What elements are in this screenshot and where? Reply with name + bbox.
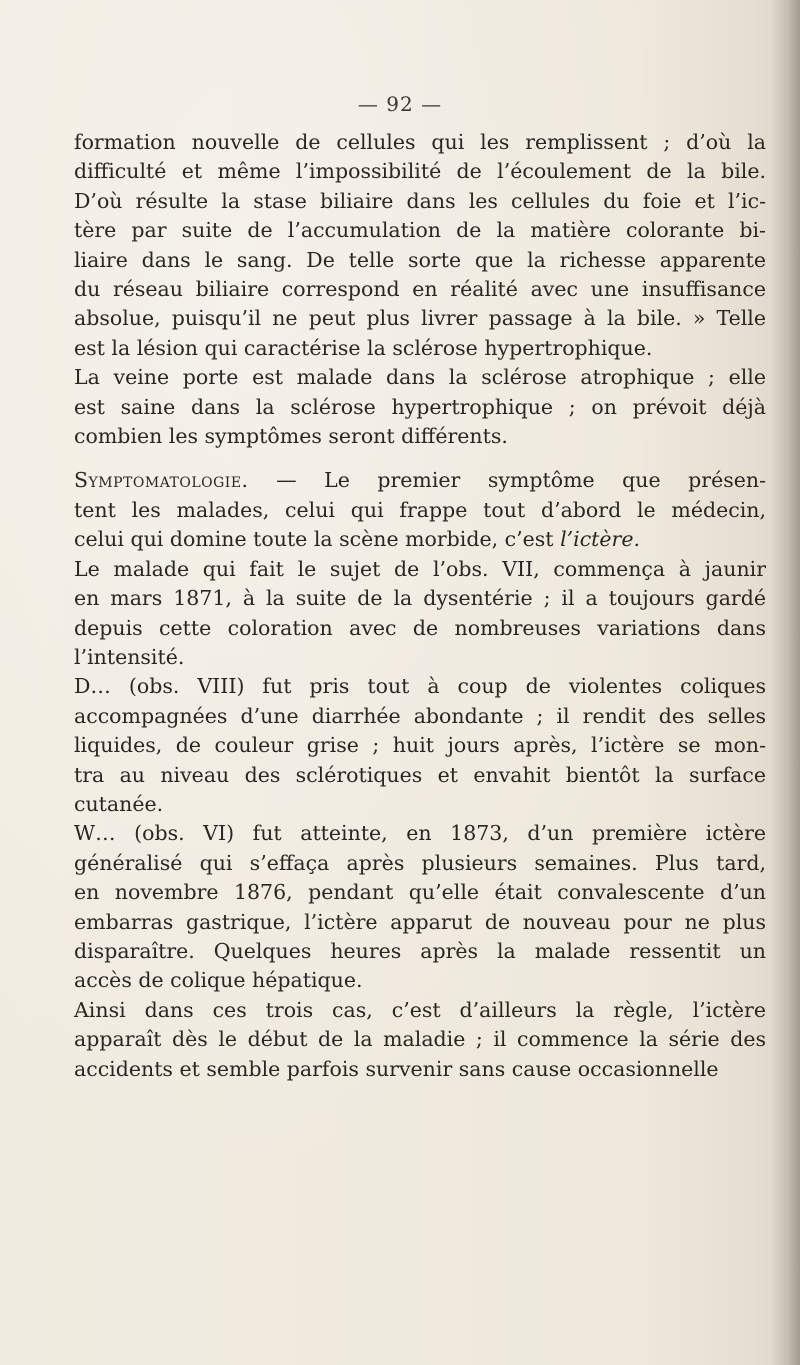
text-line: tra au niveau des sclérotiques et envahit bientôt la surface [74, 762, 766, 787]
text-line: combien les symptômes seront différents. [74, 424, 508, 449]
text-line: absolue, puisqu’il ne peut plus livrer passage à la bile. » Telle [74, 306, 766, 331]
text-line: depuis cette coloration avec de nombreuses variations dans [74, 615, 766, 640]
text-line: accompagnées d’une diarrhée abondante ; il rendit des selles [74, 703, 766, 728]
page-edge-shadow [772, 0, 800, 1365]
paragraph-5 [74, 672, 766, 819]
text-line: D… (obs. VIII) fut pris tout à coup de violentes coliques [74, 674, 766, 699]
page-number: — 92 — [357, 92, 443, 116]
text-line: La veine porte est malade dans la sclérose atrophique ; elle [74, 365, 766, 390]
text-fragment: celui qui domine toute la scène morbide, c’est [74, 527, 561, 552]
text-line: tère par suite de l’accumulation de la matière colorante bi- [74, 218, 766, 243]
paragraph-1 [74, 128, 766, 363]
paragraph-7 [74, 996, 766, 1084]
section-heading: Symptomatologie. [74, 468, 249, 493]
text-line: cutanée. [74, 791, 164, 816]
text-line [74, 525, 766, 554]
text-line: l’intensité. [74, 644, 185, 669]
text-line: liaire dans le sang. De telle sorte que la richesse apparente [74, 247, 766, 272]
text-fragment: — Le premier symptôme que présen- [248, 468, 766, 493]
section-gap [74, 451, 766, 466]
text-line: est saine dans la sclérose hypertrophique ; on prévoit déjà [74, 394, 766, 419]
text-line [74, 466, 766, 495]
emphasis-ictere: l’ictère. [560, 527, 640, 552]
paragraph-2 [74, 363, 766, 451]
text-line: disparaître. Quelques heures après la malade ressentit un [74, 938, 766, 963]
paragraph-6 [74, 819, 766, 995]
text-line: en mars 1871, à la suite de la dysentérie ; il a toujours gardé [74, 586, 766, 611]
text-line: accidents et semble parfois survenir sans cause occasionnelle [74, 1056, 719, 1081]
text-line: difficulté et même l’impossibilité de l’écoulement de la bile. [74, 159, 766, 184]
text-line: embarras gastrique, l’ictère apparut de nouveau pour ne plus [74, 909, 766, 934]
paragraph-4 [74, 555, 766, 673]
text-line: liquides, de couleur grise ; huit jours après, l’ictère se mon- [74, 733, 766, 758]
text-line: généralisé qui s’effaça après plusieurs semaines. Plus tard, [74, 850, 766, 875]
text-line: W… (obs. VI) fut atteinte, en 1873, d’un première ictère [74, 821, 766, 846]
text-line: Ainsi dans ces trois cas, c’est d’ailleurs la règle, l’ictère [74, 997, 766, 1022]
text-line: accès de colique hépatique. [74, 968, 363, 993]
paragraph-3 [74, 466, 766, 554]
text-line: Le malade qui fait le sujet de l’obs. VII, commença à jaunir [74, 556, 766, 581]
text-line: D’où résulte la stase biliaire dans les cellules du foie et l’ic- [74, 188, 766, 213]
text-line: du réseau biliaire correspond en réalité avec une insuffisance [74, 277, 766, 302]
text-line: tent les malades, celui qui frappe tout d’abord le médecin, [74, 497, 766, 522]
text-line: est la lésion qui caractérise la sclérose hypertrophique. [74, 335, 653, 360]
text-line: formation nouvelle de cellules qui les remplissent ; d’où la [74, 130, 766, 154]
text-line: en novembre 1876, pendant qu’elle était convalescente d’un [74, 880, 766, 905]
text-line: apparaît dès le début de la maladie ; il commence la série des [74, 1027, 766, 1052]
body-text [74, 128, 766, 1084]
